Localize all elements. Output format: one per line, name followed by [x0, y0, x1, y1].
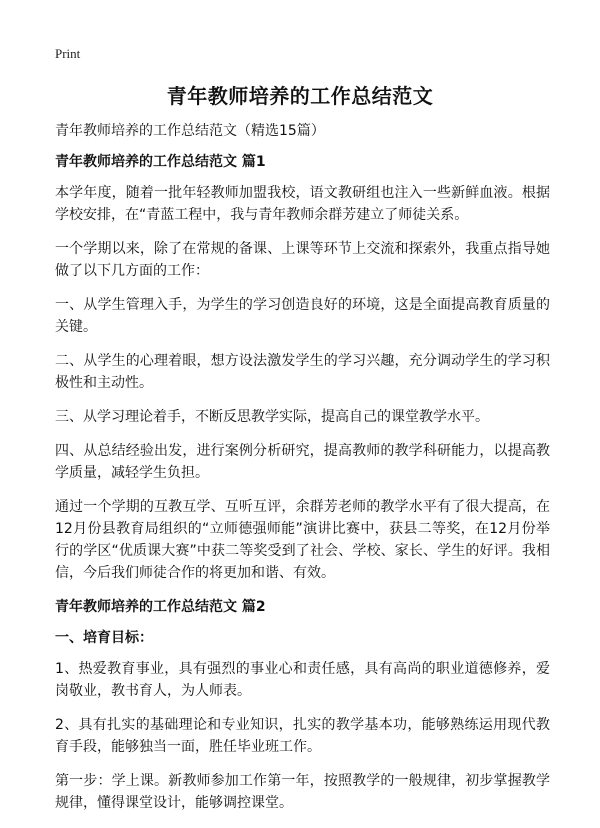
- paragraph: 本学年度，随着一批年轻教师加盟我校，语文教研组也注入一些新鲜血液。根据学校安排，在“青蓝工程中，我与青年教师余群芳建立了师徒关系。: [55, 185, 550, 223]
- article-body: [55, 120, 550, 826]
- subsection-heading: 一、培育目标：: [55, 630, 153, 646]
- paragraph: 二、从学生的心理着眼，想方设法激发学生的学习兴趣，充分调动学生的学习积极性和主动性。: [55, 353, 550, 391]
- print-link[interactable]: Print: [55, 46, 81, 61]
- paragraph: 一、从学生管理入手，为学生的学习创造良好的环境，这是全面提高教育质量的关键。: [55, 297, 550, 335]
- section-heading: 青年教师培养的工作总结范文 篇1: [55, 154, 266, 170]
- paragraph: 三、从学习理论着手，不断反思教学实际，提高自己的课堂教学水平。: [55, 409, 489, 425]
- article-subtitle: 青年教师培养的工作总结范文（精选15篇）: [55, 123, 325, 139]
- paragraph: 通过一个学期的互教互学、互听互评，余群芳老师的教学水平有了很大提高，在12月份县教育局组织的“立师德强师能”演讲比赛中，获县二等奖，在12月份举行的学区“优质课大赛”中获二等奖受到了社会、学校、家长、学生的好评。我相信，今后我们师徒合作的将更加和谐、有效。: [55, 499, 550, 581]
- paragraph: 四、从总结经验出发，进行案例分析研究，提高教师的教学科研能力，以提高教学质量，减轻学生负担。: [55, 443, 550, 481]
- paragraph: 第一步：学上课。新教师参加工作第一年，按照教学的一般规律，初步掌握教学规律，懂得课堂设计，能够调控课堂。: [55, 773, 550, 811]
- paragraph: 1、热爱教育事业，具有强烈的事业心和责任感，具有高尚的职业道德修养，爱岗敬业，教书育人，为人师表。: [55, 661, 550, 699]
- paragraph: 2、具有扎实的基础理论和专业知识，扎实的教学基本功，能够熟练运用现代教育手段，能够独当一面，胜任毕业班工作。: [55, 717, 550, 755]
- paragraph: 一个学期以来，除了在常规的备课、上课等环节上交流和探索外，我重点指导她做了以下几方面的工作：: [55, 241, 550, 279]
- section-heading: 青年教师培养的工作总结范文 篇2: [55, 599, 266, 615]
- page-title: 青年教师培养的工作总结范文: [166, 84, 434, 108]
